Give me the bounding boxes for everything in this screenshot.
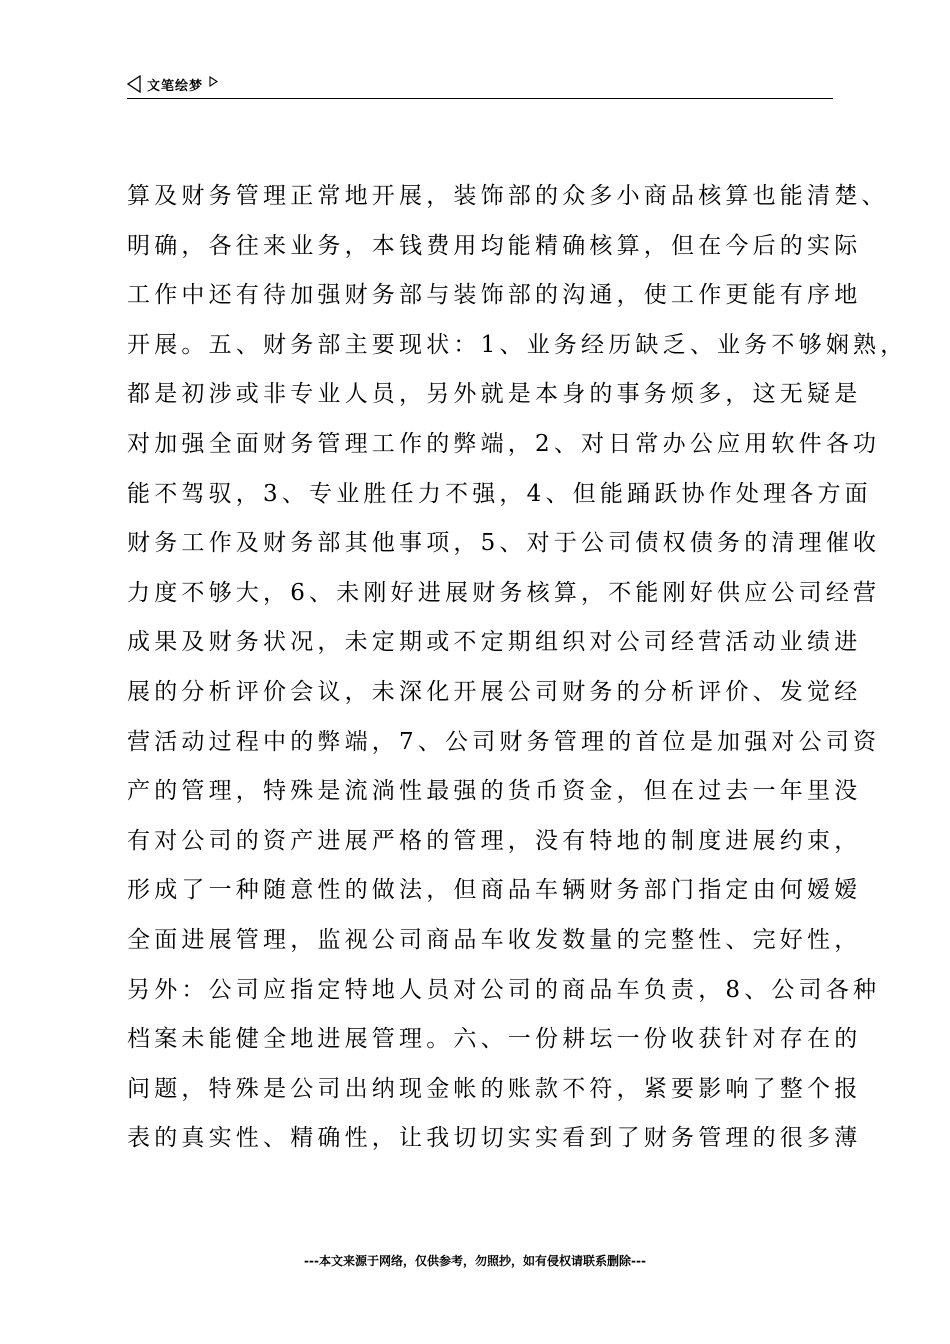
header-brand <box>127 72 218 96</box>
text-line: 对加强全面财务管理工作的弊端，2、对日常办公应用软件各功 <box>127 430 881 457</box>
header-title: 文笔绘梦 <box>147 78 204 94</box>
text-line: 能不驾驭，3、专业胜任力不强，4、但能踊跃协作处理各方面 <box>127 480 872 507</box>
triangle-right-icon <box>209 76 218 87</box>
text-line: 问题，特殊是公司出纳现金帐的账款不符，紧要影响了整个报 <box>127 1075 862 1102</box>
text-line: 力度不够大，6、未刚好进展财务核算，不能刚好供应公司经营 <box>127 579 881 606</box>
text-line: 财务工作及财务部其他事项，5、对于公司债权债务的清理催收 <box>127 530 881 557</box>
triangle-left-icon <box>127 75 141 93</box>
text-line: 开展。五、财务部主要现状：1、业务经历缺乏、业务不够娴熟， <box>127 331 908 358</box>
text-line: 形成了一种随意性的做法，但商品车辆财务部门指定由何嫒嫒 <box>127 877 862 904</box>
document-body <box>127 172 908 1164</box>
text-line: 明确，各往来业务，本钱费用均能精确核算，但在今后的实际 <box>127 232 862 259</box>
text-line: 档案未能健全地进展管理。六、一份耕坛一份收获针对存在的 <box>127 1026 862 1053</box>
text-line: 都是初涉或非专业人员，另外就是本身的事务烦多，这无疑是 <box>127 381 862 408</box>
text-line: 工作中还有待加强财务部与装饰部的沟通，使工作更能有序地 <box>127 282 862 309</box>
text-line: 算及财务管理正常地开展，装饰部的众多小商品核算也能清楚、 <box>127 183 889 209</box>
text-line: 产的管理，特殊是流淌性最强的货币资金，但在过去一年里没 <box>127 778 862 805</box>
page-header <box>127 72 833 99</box>
text-line: 全面进展管理，监视公司商品车收发数量的完整性、完好性， <box>127 926 862 953</box>
text-line: 展的分析评价会议，未深化开展公司财务的分析评价、发觉经 <box>127 678 862 705</box>
page-footer: ---本文来源于网络，仅供参考，勿照抄，如有侵权请联系删除--- <box>304 1254 646 1268</box>
text-line: 有对公司的资产进展严格的管理，没有特地的制度进展约束， <box>127 827 862 854</box>
text-line: 营活动过程中的弊端，7、公司财务管理的首位是加强对公司资 <box>127 728 881 755</box>
text-line: 另外：公司应指定特地人员对公司的商品车负责，8、公司各种 <box>127 976 881 1003</box>
text-line: 表的真实性、精确性，让我切切实实看到了财务管理的很多薄 <box>127 1125 862 1152</box>
text-line: 成果及财务状况，未定期或不定期组织对公司经营活动业绩进 <box>127 629 862 656</box>
